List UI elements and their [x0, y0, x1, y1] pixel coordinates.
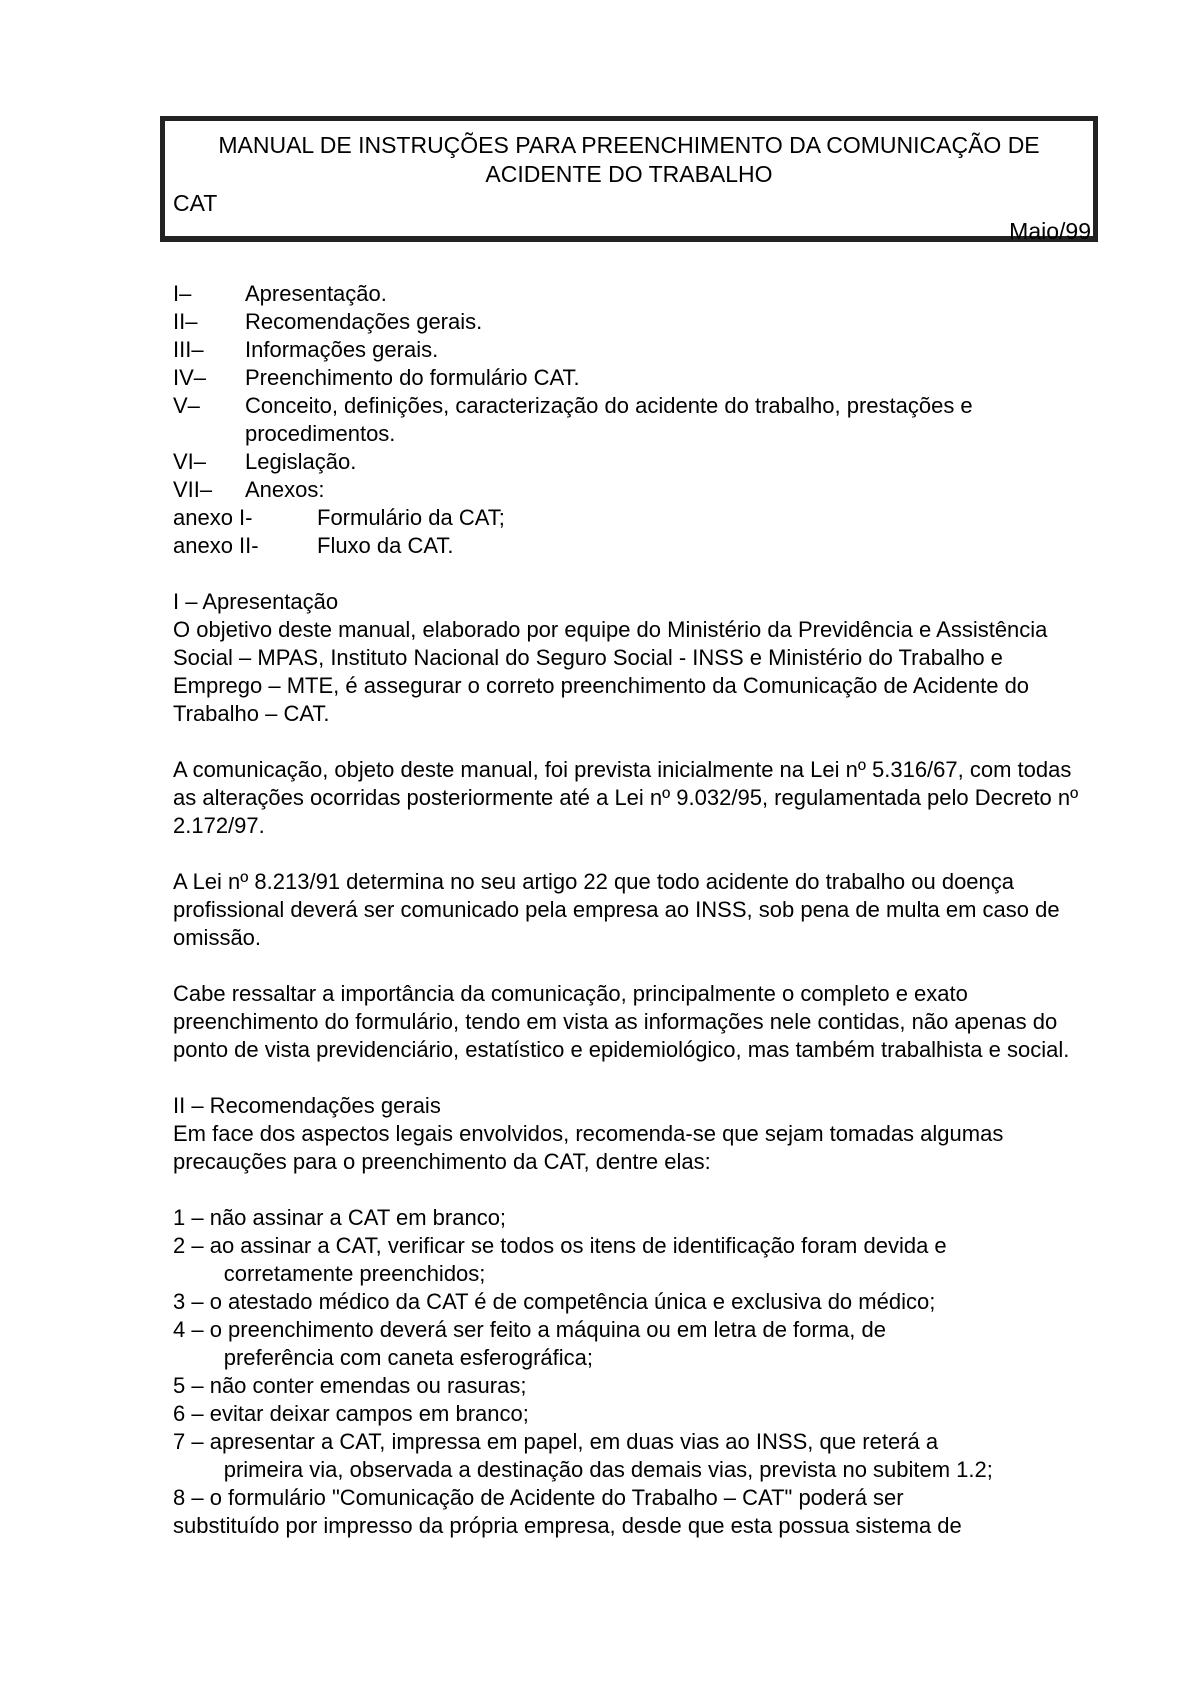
annex-text: Formulário da CAT; [317, 505, 505, 530]
list-number: 6 – [173, 1401, 210, 1426]
paragraph: O objetivo deste manual, elaborado por equipe do Ministério da Previdência e Assistência Social – MPAS, Instituto Nacional do Seguro Social - INSS e Ministério do Trabalho e Emprego – MTE, é assegurar o correto preenchimento da Comunicação de Acidente do Trabalho – CAT. [173, 617, 1048, 726]
toc-number: VII– [173, 477, 213, 502]
section-heading: II – Recomendações gerais [173, 1093, 441, 1118]
document-date: Maio/99 [1009, 218, 1091, 244]
toc-text: Apresentação. [245, 281, 387, 306]
list-line: apresentar a CAT, impressa em papel, em duas vias ao INSS, que reterá a [209, 1429, 939, 1454]
toc-item [173, 364, 1093, 392]
toc-text: Legislação. [245, 449, 357, 474]
list-line-continued: preferência com caneta esferográfica; [223, 1345, 594, 1370]
list-line: ao assinar a CAT, verificar se todos os itens de identificação foram devida e [209, 1233, 947, 1258]
paragraph: A Lei nº 8.213/91 determina no seu artigo 22 que todo acidente do trabalho ou doença profissional deverá ser comunicado pela empresa ao INSS, sob pena de multa em caso de omissão. [173, 869, 1060, 950]
title-line-2: ACIDENTE DO TRABALHO [485, 161, 773, 187]
list-item [173, 1400, 1093, 1428]
list-text [210, 1232, 1093, 1288]
paragraph: Em face dos aspectos legais envolvidos, recomenda-se que sejam tomadas algumas precauções para o preenchimento da CAT, dentre elas: [173, 1121, 1004, 1174]
toc-text: Informações gerais. [245, 337, 439, 362]
list-item [173, 1316, 1093, 1372]
list-item [173, 1204, 1093, 1232]
paragraph: Cabe ressaltar a importância da comunicação, principalmente o completo e exato preenchimento do formulário, tendo em vista as informações nele contidas, não apenas do ponto de vista previdenciário, estatístico e epidemiológico, mas também trabalhista e social. [173, 981, 1070, 1062]
title-box [160, 116, 1098, 242]
list-item [173, 1428, 1093, 1484]
list-line-continued: substituído por impresso da própria empresa, desde que esta possua sistema de [173, 1513, 962, 1538]
list-line: não assinar a CAT em branco; [209, 1205, 507, 1230]
toc-text: Recomendações gerais. [245, 309, 483, 334]
list-line: 8 – o formulário "Comunicação de Acidente do Trabalho – CAT" poderá ser [173, 1485, 904, 1510]
list-text [210, 1288, 1093, 1316]
toc-number: VI– [173, 449, 207, 474]
list-item [173, 1484, 1093, 1540]
paragraph-block [173, 980, 1093, 1064]
table-of-contents [173, 280, 1093, 560]
section-presentation [173, 588, 1093, 728]
toc-number: I– [173, 281, 192, 306]
document-acronym: CAT [173, 190, 218, 216]
toc-item [173, 392, 1093, 448]
list-line: o preenchimento deverá ser feito a máquina ou em letra de forma, de [209, 1317, 886, 1342]
list-item [173, 1372, 1093, 1400]
recommendations-list [173, 1204, 1093, 1540]
toc-item [173, 336, 1093, 364]
list-number: 2 – [173, 1233, 210, 1258]
toc-item [173, 448, 1093, 476]
annex-item [173, 532, 1093, 560]
toc-text: Anexos: [245, 477, 325, 502]
list-line: não conter emendas ou rasuras; [209, 1373, 527, 1398]
list-number: 4 – [173, 1317, 210, 1342]
toc-item [173, 476, 1093, 504]
list-number: 7 – [173, 1429, 210, 1454]
paragraph-block [173, 868, 1093, 952]
list-line-continued: corretamente preenchidos; [223, 1261, 486, 1286]
list-item [173, 1232, 1093, 1288]
annex-text: Fluxo da CAT. [317, 533, 454, 558]
list-item [173, 1288, 1093, 1316]
toc-number: IV– [173, 365, 207, 390]
section-recommendations [173, 1092, 1093, 1176]
list-text [210, 1428, 1093, 1484]
section-heading: I – Apresentação [173, 589, 339, 614]
document-title [165, 131, 1093, 189]
list-number: 3 – [173, 1289, 210, 1314]
annex-number: anexo II- [173, 533, 259, 558]
toc-text: Preenchimento do formulário CAT. [245, 365, 580, 390]
toc-item [173, 308, 1093, 336]
toc-number: II– [173, 309, 198, 334]
list-number: 5 – [173, 1373, 210, 1398]
title-line-1: MANUAL DE INSTRUÇÕES PARA PREENCHIMENTO DA COMUNICAÇÃO DE [218, 132, 1040, 158]
document-body [173, 280, 1093, 1540]
toc-number: III– [173, 337, 204, 362]
list-text [210, 1372, 1093, 1400]
annex-item [173, 504, 1093, 532]
list-text [210, 1316, 1093, 1372]
toc-text: Conceito, definições, caracterização do acidente do trabalho, prestações e procedimentos. [245, 393, 973, 446]
list-line-continued: primeira via, observada a destinação das demais vias, prevista no subitem 1.2; [223, 1457, 993, 1482]
toc-item [173, 280, 1093, 308]
list-line: o atestado médico da CAT é de competência única e exclusiva do médico; [209, 1289, 936, 1314]
toc-number: V– [173, 393, 200, 418]
annex-number: anexo I- [173, 505, 253, 530]
list-number: 1 – [173, 1205, 210, 1230]
list-text [210, 1204, 1093, 1232]
list-text [210, 1400, 1093, 1428]
paragraph-block [173, 756, 1093, 840]
paragraph: A comunicação, objeto deste manual, foi prevista inicialmente na Lei nº 5.316/67, com todas as alterações ocorridas posteriormente até a Lei nº 9.032/95, regulamentada pelo Decreto nº 2.172/97. [173, 757, 1079, 838]
list-line: evitar deixar campos em branco; [209, 1401, 529, 1426]
